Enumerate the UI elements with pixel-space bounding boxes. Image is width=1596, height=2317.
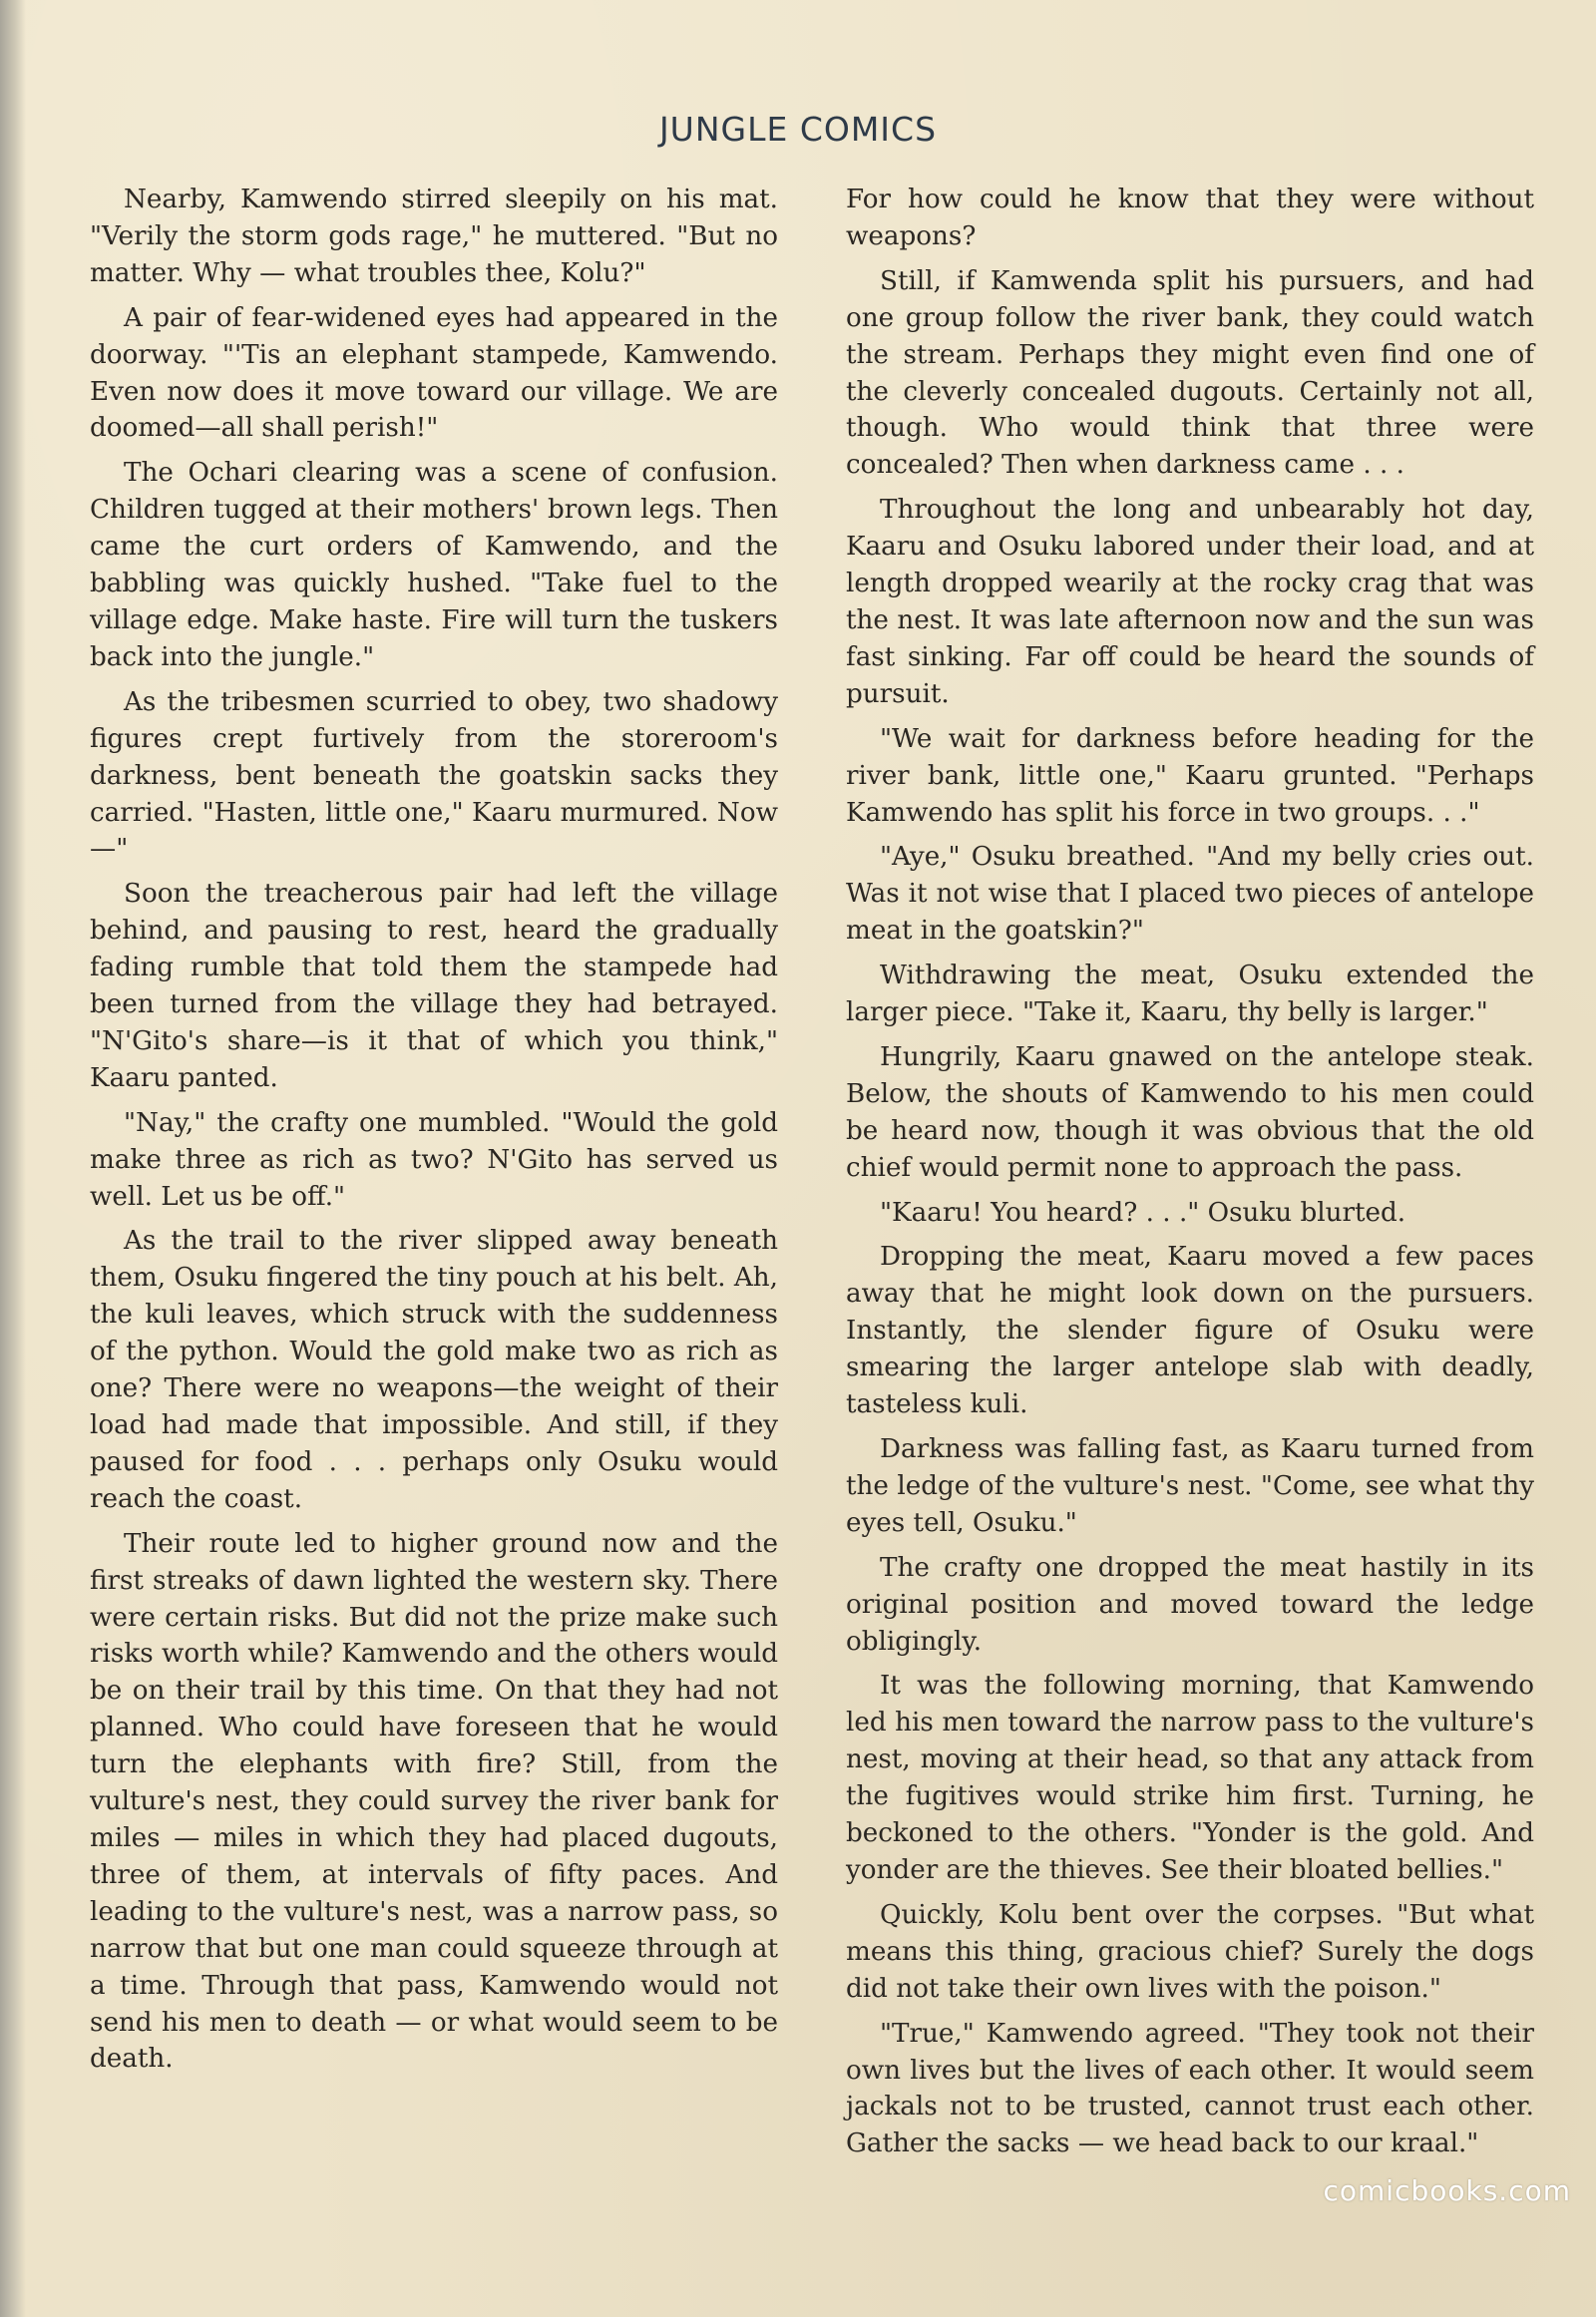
paragraph: A pair of fear-widened eyes had appeared in the doorway. "'Tis an elephant stampede, Kamwendo. Even now does it move toward our village. We are doomed—all shall perish!" <box>90 302 778 444</box>
paragraph: Nearby, Kamwendo stirred sleepily on his mat. "Verily the storm gods rage," he muttered. "But no matter. Why — what troubles thee, Kolu?" <box>90 185 778 288</box>
paragraph: The crafty one dropped the meat hastily in its original position and moved toward the ledge obligingly. <box>846 1552 1534 1657</box>
page-header-title: JUNGLE COMICS <box>658 110 938 149</box>
paragraph: Darkness was falling fast, as Kaaru turned from the ledge of the vulture's nest. "Come, see what thy eyes tell, Osuku." <box>846 1434 1534 1538</box>
paragraph: Quickly, Kolu bent over the corpses. "But what means this thing, gracious chief? Surely the dogs did not take their own lives with the poison." <box>846 1899 1534 2004</box>
paragraph: Hungrily, Kaaru gnawed on the antelope steak. Below, the shouts of Kamwendo to his men could be heard now, though it was obvious that the old chief would permit none to approach the pass. <box>846 1041 1534 1183</box>
paragraph: "Aye," Osuku breathed. "And my belly cries out. Was it not wise that I placed two pieces of antelope meat in the goatskin?" <box>846 842 1534 947</box>
paragraph: "Kaaru! You heard? . . ." Osuku blurted. <box>880 1197 1406 1228</box>
paragraph: Withdrawing the meat, Osuku extended the larger piece. "Take it, Kaaru, thy belly is larger." <box>846 961 1534 1028</box>
paragraph: The Ochari clearing was a scene of confusion. Children tugged at their mothers' brown legs. Then came the curt orders of Kamwendo, and the babbling was quickly hushed. "Take fuel to the village edge. Make haste. Fire will turn the tuskers back into the jungle." <box>90 458 778 672</box>
paragraph: Dropping the meat, Kaaru moved a few paces away that he might look down on the pursuers. Instantly, the slender figure of Osuku were smearing the larger antelope slab with deadly, tasteless kuli. <box>846 1242 1534 1420</box>
paragraph: "True," Kamwendo agreed. "They took not their own lives but the lives of each other. It would seem jackals not to be trusted, cannot trust each other. Gather the sacks — we head back to our kraal." <box>846 2018 1534 2159</box>
paragraph: As the tribesmen scurried to obey, two shadowy figures crept furtively from the storeroom's darkness, bent beneath the goatskin sacks they carried. "Hasten, little one," Kaaru murmured. Now —" <box>90 686 778 865</box>
paragraph: Their route led to higher ground now and the first streaks of dawn lighted the western sky. There were certain risks. But did not the prize make such risks worth while? Kamwendo and the others would be on their trail by this time. On that they had not planned. Who could have foreseen that he would turn the elephants with fire? Still, from the vulture's nest, they could survey the river bank for miles — miles in which they had placed dugouts, three of them, at intervals of fifty paces. And leading to the vulture's nest, was a narrow pass, so narrow that but one man could squeeze through at a time. Through that pass, Kamwendo would not send his men to death — or what would seem to be death. <box>90 1528 778 2075</box>
paragraph: "We wait for darkness before heading for the river bank, little one," Kaaru grunted. "Perhaps Kamwendo has split his force in two groups. . ." <box>846 723 1534 828</box>
site-watermark: comicbooks.com <box>1323 2174 1571 2207</box>
paragraph: "Nay," the crafty one mumbled. "Would the gold make three as rich as two? N'Gito has served us well. Let us be off." <box>90 1107 778 1212</box>
paragraph: Throughout the long and unbearably hot day, Kaaru and Osuku labored under their load, and at length dropped wearily at the rocky crag that was the nest. It was late afternoon now and the sun was fast sinking. Far off could be heard the sounds of pursuit. <box>846 495 1534 709</box>
paragraph: It was the following morning, that Kamwendo led his men toward the narrow pass to the vulture's nest, moving at their head, so that any attack from the fugitives would strike him first. Turning, he beckoned to the others. "Yonder is the gold. And yonder are the thieves. See their bloated bellies." <box>846 1671 1534 1885</box>
paragraph: Still, if Kamwenda split his pursuers, and had one group follow the river bank, they could watch the stream. Perhaps they might even find one of the cleverly concealed dugouts. Certainly not all, though. Who would think that three were concealed? Then when darkness came . . . <box>846 265 1534 481</box>
page-edge-shadow <box>0 0 26 2317</box>
paragraph: Soon the treacherous pair had left the village behind, and pausing to rest, heard the gradually fading rumble that told them the stampede had been turned from the village they had betrayed. "N'Gito's share—is it that of which you think," Kaaru panted. <box>90 879 778 1093</box>
continued-paragraph: For how could he know that they were without weapons? <box>846 185 1534 251</box>
right-text-column <box>846 182 1534 2170</box>
paragraph: As the trail to the river slipped away beneath them, Osuku fingered the tiny pouch at his belt. Ah, the kuli leaves, which struck with the suddenness of the python. Would the gold make two as rich as one? There were no weapons—the weight of their load had made that impossible. And still, if they paused for food . . . perhaps only Osuku would reach the coast. <box>90 1226 778 1514</box>
left-text-column <box>90 182 778 2086</box>
